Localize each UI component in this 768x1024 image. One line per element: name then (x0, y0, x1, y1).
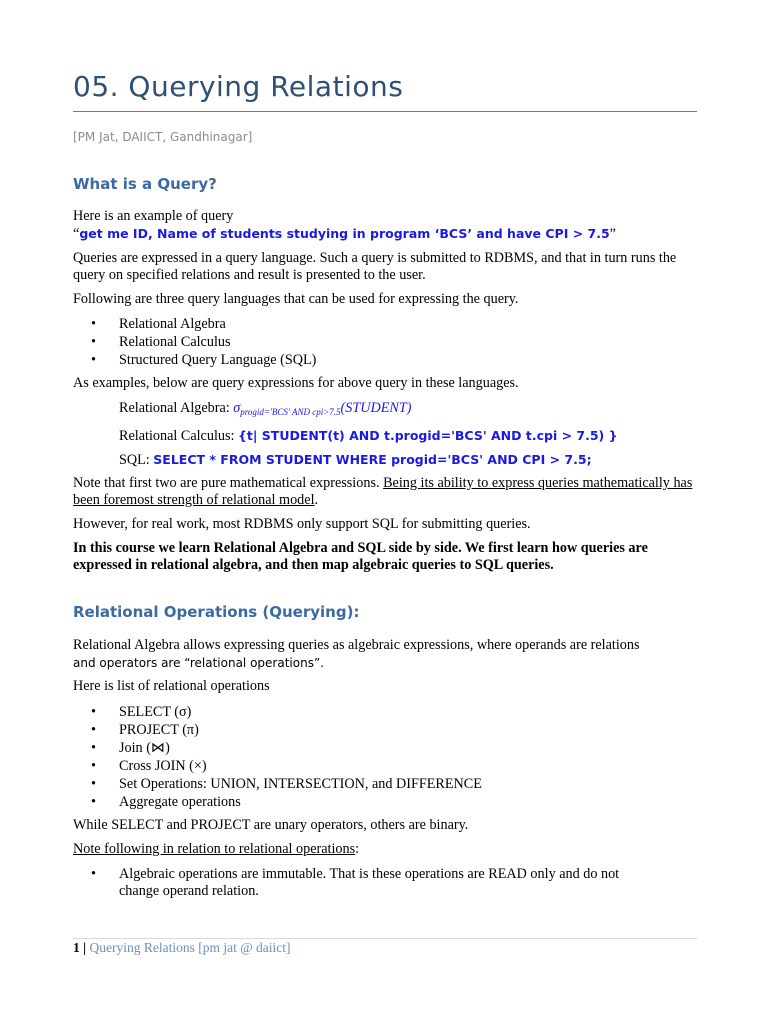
languages-list (73, 315, 316, 369)
page-title: 05. Querying Relations (73, 70, 404, 103)
footer-divider (73, 938, 697, 939)
paragraph-query-language: Queries are expressed in a query language. Such a query is submitted to RDBMS, and that in turn runs the query on specified relations and result is presented to the user. (73, 250, 677, 283)
paragraph-list-intro: Here is list of relational operations (73, 678, 270, 694)
page-footer (73, 940, 291, 956)
note-colon: : (355, 841, 360, 857)
rc-expression: {t| STUDENT(t) AND t.progid='BCS' AND t.cpi > 7.5) } (238, 428, 618, 443)
close-quote: ” (609, 226, 616, 242)
operations-list (73, 703, 482, 811)
note-heading-line (73, 841, 697, 858)
footer-separator: | (79, 940, 90, 955)
list-item: • Aggregate operations (73, 793, 482, 811)
page-number: 1 (73, 940, 80, 955)
intro-text: Here is an example of query (73, 208, 234, 224)
title-divider (73, 111, 697, 112)
section-heading-relational-operations: Relational Operations (Querying): (73, 603, 360, 621)
paragraph-ra-line1: Relational Algebra allows expressing queries as algebraic expressions, where operands are relations (73, 637, 640, 653)
rc-label: Relational Calculus: (119, 428, 238, 444)
list-item: • SELECT (σ) (73, 703, 482, 721)
sql-label: SQL: (119, 452, 154, 468)
paragraph-course-note: In this course we learn Relational Algebra and SQL side by side. We first learn how queries are expressed in relational algebra, and then map algebraic queries to SQL queries. (73, 540, 648, 573)
open-quote: “ (73, 226, 80, 242)
list-item: • Cross JOIN (×) (73, 757, 482, 775)
example-query: get me ID, Name of students studying in program ‘BCS’ and have CPI > 7.5 (79, 226, 610, 241)
author-line: [PM Jat, DAIICT, Gandhinagar] (73, 130, 253, 144)
paragraph-unary-binary: While SELECT and PROJECT are unary operators, others are binary. (73, 817, 469, 833)
relational-calculus-example (119, 427, 697, 445)
list-item: • Join (⋈) (73, 739, 482, 757)
example-query-line (73, 225, 697, 243)
note-suffix: . (314, 492, 319, 508)
paragraph-sql-support: However, for real work, most RDBMS only support SQL for submitting queries. (73, 516, 531, 532)
sql-example (119, 451, 697, 469)
notes-list (73, 866, 653, 900)
list-item: • Relational Algebra (73, 315, 316, 333)
list-item: • Relational Calculus (73, 333, 316, 351)
paragraph-three-languages: Following are three query languages that can be used for expressing the query. (73, 291, 519, 307)
list-item: • PROJECT (π) (73, 721, 482, 739)
note-underlined: Being its ability to express queries mathematically has been foremost strength of relational model (73, 475, 693, 508)
section-heading-what-is-query: What is a Query? (73, 175, 217, 193)
ra-relation: (STUDENT) (340, 400, 412, 416)
list-item: • Algebraic operations are immutable. That is these operations are READ only and do not change operand relation. (73, 866, 653, 900)
paragraph-ra-line2: and operators are “relational operations”. (73, 656, 324, 670)
paragraph-note-math (73, 475, 697, 509)
paragraph-examples: As examples, below are query expressions for above query in these languages. (73, 375, 519, 391)
sigma-symbol: σ (233, 400, 241, 416)
note-prefix: Note that first two are pure mathematical expressions. (73, 475, 384, 491)
list-item: • Set Operations: UNION, INTERSECTION, and DIFFERENCE (73, 775, 482, 793)
relational-algebra-example (119, 400, 697, 421)
note-heading: Note following in relation to relational operations (73, 841, 356, 857)
footer-text: Querying Relations [pm jat @ daiict] (89, 940, 291, 955)
ra-label: Relational Algebra: (119, 400, 234, 416)
list-item: • Structured Query Language (SQL) (73, 351, 316, 369)
ra-condition: progid='BCS' AND cpi>7.5 (240, 407, 341, 417)
sql-expression: SELECT * FROM STUDENT WHERE progid='BCS' AND CPI > 7.5; (153, 452, 592, 467)
